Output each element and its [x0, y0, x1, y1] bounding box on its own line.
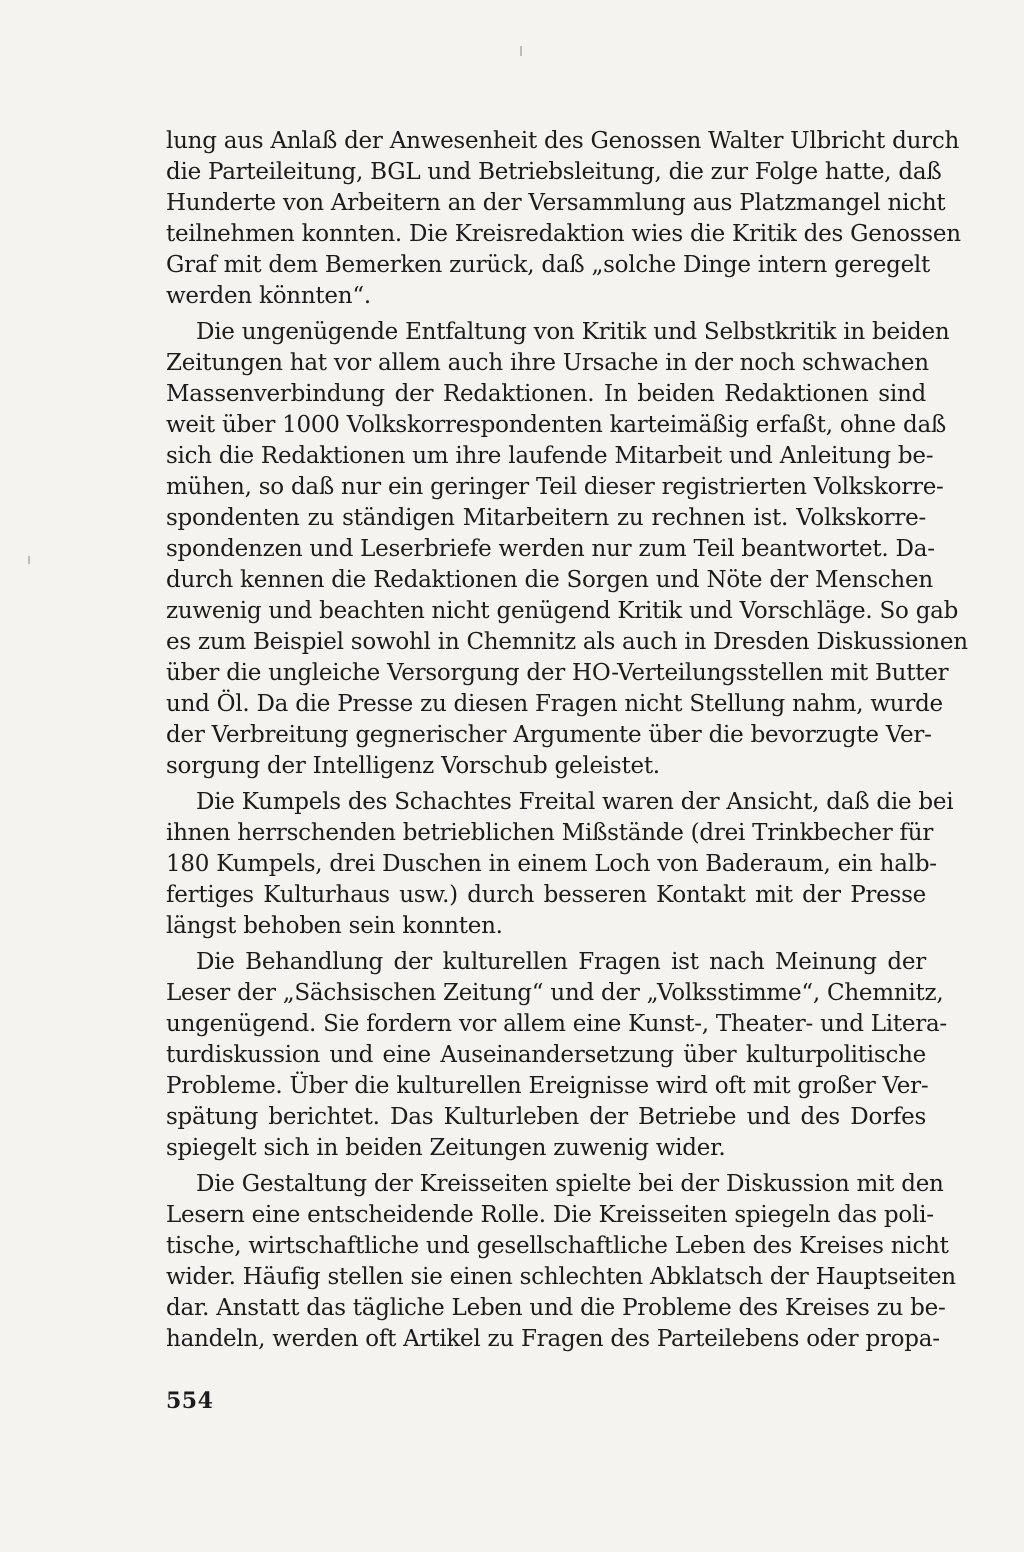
text-line: tische, wirtschaftliche und gesellschaftliche Leben des Kreises nicht — [166, 1233, 949, 1259]
text-line: ungenügend. Sie fordern vor allem eine Kunst-, Theater- und Litera- — [166, 1011, 947, 1037]
text-line: wider. Häufig stellen sie einen schlechten Abklatsch der Hauptseiten — [166, 1264, 956, 1290]
scan-speck — [28, 556, 30, 564]
text-line: sich die Redaktionen um ihre laufende Mitarbeit und Anleitung be- — [166, 443, 934, 469]
text-line: es zum Beispiel sowohl in Chemnitz als auch in Dresden Diskussionen — [166, 629, 968, 655]
text-line: fertiges Kulturhaus usw.) durch besseren Kontakt mit der Presse — [166, 882, 926, 908]
text-line: Die Gestaltung der Kreisseiten spielte bei der Diskussion mit den — [196, 1171, 944, 1197]
text-line: sorgung der Intelligenz Vorschub geleistet. — [166, 753, 660, 779]
text-line: dar. Anstatt das tägliche Leben und die Probleme des Kreises zu be- — [166, 1295, 946, 1321]
text-line: durch kennen die Redaktionen die Sorgen und Nöte der Menschen — [166, 567, 933, 593]
paragraph-5 — [166, 1169, 956, 1355]
text-line: turdiskussion und eine Auseinandersetzung über kulturpolitische — [166, 1042, 926, 1068]
text-line: spiegelt sich in beiden Zeitungen zuwenig wider. — [166, 1135, 726, 1161]
text-line: Graf mit dem Bemerken zurück, daß „solche Dinge intern geregelt — [166, 252, 931, 278]
text-line: der Verbreitung gegnerischer Argumente über die bevorzugte Ver- — [166, 722, 932, 748]
text-line: 180 Kumpels, drei Duschen in einem Loch von Baderaum, ein halb- — [166, 851, 937, 877]
paragraph-1 — [166, 126, 961, 312]
text-line: spondenten zu ständigen Mitarbeitern zu rechnen ist. Volkskorre- — [166, 505, 926, 531]
text-line: Die Behandlung der kulturellen Fragen ist nach Meinung der — [196, 949, 926, 975]
text-line: Lesern eine entscheidende Rolle. Die Kreisseiten spiegeln das poli- — [166, 1202, 934, 1228]
text-line: zuwenig und beachten nicht genügend Kritik und Vorschläge. So gab — [166, 598, 959, 624]
text-line: Probleme. Über die kulturellen Ereignisse wird oft mit großer Ver- — [166, 1073, 929, 1099]
text-line: Massenverbindung der Redaktionen. In beiden Redaktionen sind — [166, 381, 926, 407]
paragraph-4 — [166, 947, 947, 1164]
text-line: weit über 1000 Volkskorrespondenten karteimäßig erfaßt, ohne daß — [166, 412, 947, 438]
text-line: und Öl. Da die Presse zu diesen Fragen nicht Stellung nahm, wurde — [166, 691, 943, 717]
text-line: die Parteileitung, BGL und Betriebsleitung, die zur Folge hatte, daß — [166, 159, 942, 185]
text-line: spätung berichtet. Das Kulturleben der Betriebe und des Dorfes — [166, 1104, 926, 1130]
text-line: Hunderte von Arbeitern an der Versammlung aus Platzmangel nicht — [166, 190, 946, 216]
text-line: Zeitungen hat vor allem auch ihre Ursache in der noch schwachen — [166, 350, 929, 376]
paragraph-3 — [166, 787, 954, 942]
text-line: lung aus Anlaß der Anwesenheit des Genossen Walter Ulbricht durch — [166, 128, 960, 154]
text-line: Leser der „Sächsischen Zeitung“ und der „Volksstimme“, Chemnitz, — [166, 980, 944, 1006]
body-text — [166, 126, 968, 1360]
text-line: spondenzen und Leserbriefe werden nur zum Teil beantwortet. Da- — [166, 536, 935, 562]
text-line: mühen, so daß nur ein geringer Teil dieser registrierten Volkskorre- — [166, 474, 944, 500]
scan-speck — [520, 46, 522, 56]
page-number: 554 — [166, 1388, 214, 1414]
text-line: über die ungleiche Versorgung der HO-Verteilungsstellen mit Butter — [166, 660, 949, 686]
text-line: Die ungenügende Entfaltung von Kritik und Selbstkritik in beiden — [196, 319, 950, 345]
text-line: werden könnten“. — [166, 283, 371, 309]
text-line: handeln, werden oft Artikel zu Fragen des Parteilebens oder propa- — [166, 1326, 940, 1352]
text-line: längst behoben sein konnten. — [166, 913, 503, 939]
paragraph-2 — [166, 317, 968, 782]
text-line: Die Kumpels des Schachtes Freital waren der Ansicht, daß die bei — [196, 789, 954, 815]
text-line: ihnen herrschenden betrieblichen Mißstände (drei Trinkbecher für — [166, 820, 934, 846]
text-line: teilnehmen konnten. Die Kreisredaktion wies die Kritik des Genossen — [166, 221, 961, 247]
